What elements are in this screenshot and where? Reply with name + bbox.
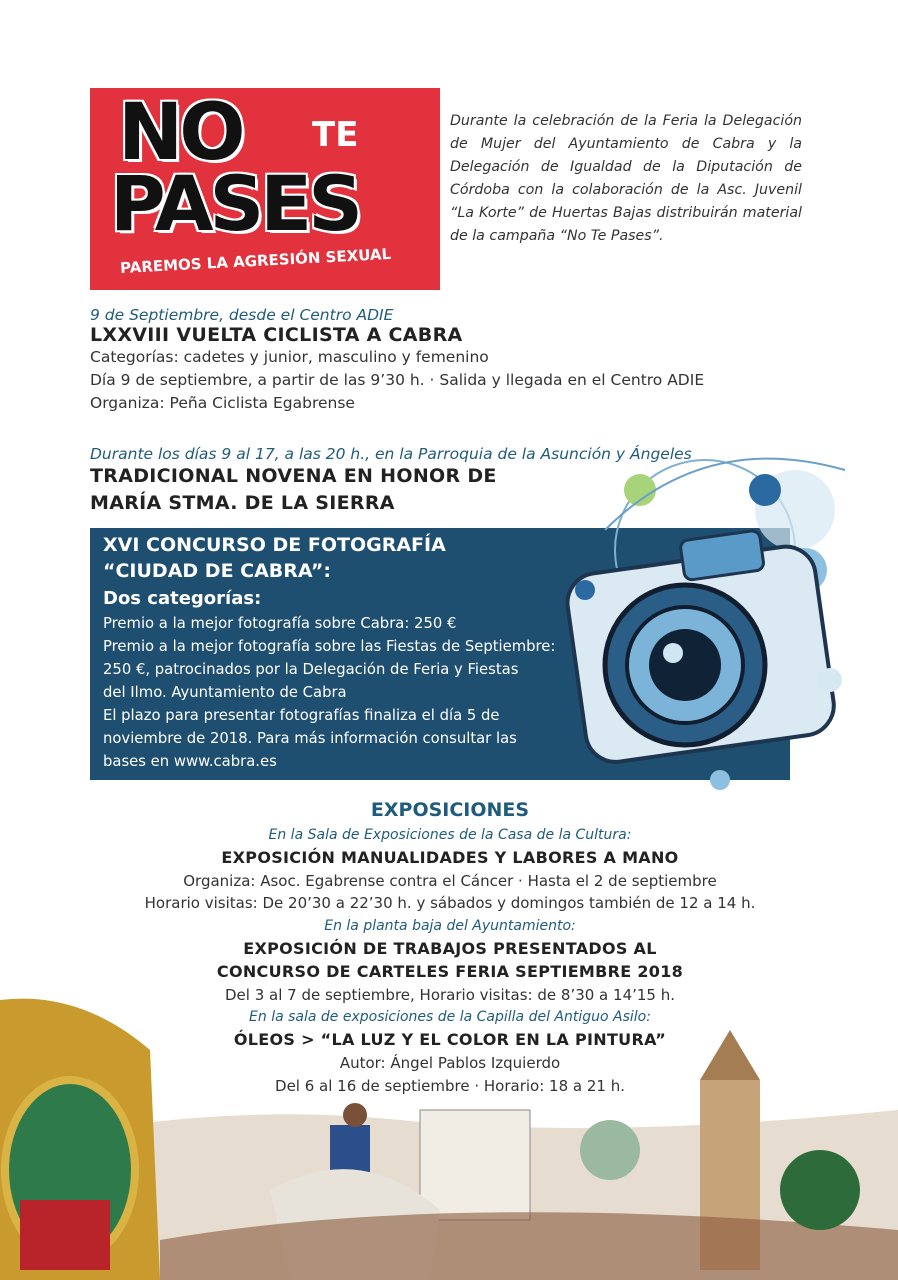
concurso-line: bases en www.cabra.es (103, 753, 277, 770)
expo-line: Horario visitas: De 20’30 a 22’30 h. y sábados y domingos también de 12 a 14 h. (144, 894, 756, 913)
concurso-title: XVI CONCURSO DE FOTOGRAFÍA (103, 534, 446, 556)
vuelta-line: Categorías: cadetes y junior, masculino y femenino (90, 348, 489, 366)
expo-place: En la planta baja del Ayuntamiento: (324, 918, 576, 935)
vuelta-date: 9 de Septiembre, desde el Centro ADIE (90, 306, 394, 324)
expo-line: Autor: Ángel Pablos Izquierdo (339, 1053, 561, 1072)
vuelta-section (90, 306, 704, 415)
expo-line: Del 6 al 16 de septiembre · Horario: 18 a 21 h. (275, 1076, 625, 1095)
concurso-subtitle: Dos categorías: (103, 588, 262, 609)
intro-text: Durante la celebración de la Feria la Delegación de Mujer del Ayuntamiento de Cabra y la Delegación de Igualdad de la Diputación de Córdoba con la colaboración de la Asc. Juvenil “La Korte” de Huertas Bajas distribuirán material de la campaña “No Te Pases”. (450, 113, 802, 244)
feria-illustration (0, 990, 898, 1280)
concurso-line: del Ilmo. Ayuntamiento de Cabra (103, 684, 347, 701)
novena-title: TRADICIONAL NOVENA EN HONOR DE (90, 465, 497, 487)
concurso-line: 250 €, patrocinados por la Delegación de Feria y Fiestas (103, 661, 519, 678)
vuelta-line: Organiza: Peña Ciclista Egabrense (90, 394, 355, 412)
logo-no: NO (118, 88, 242, 178)
logo-tagline: PAREMOS LA AGRESIÓN SEXUAL (119, 244, 392, 278)
expo-title: EXPOSICIÓN MANUALIDADES Y LABORES A MANO (221, 847, 679, 867)
novena-date: Durante los días 9 al 17, a las 20 h., en la Parroquia de la Asunción y Ángeles (90, 445, 692, 463)
no-te-pases-logo (90, 88, 440, 290)
expo-line: Organiza: Asoc. Egabrense contra el Cáncer · Hasta el 2 de septiembre (183, 871, 717, 890)
concurso-line: Premio a la mejor fotografía sobre Cabra: 250 € (103, 615, 457, 632)
logo-te: TE (312, 115, 359, 155)
expo-place: En la sala de exposiciones de la Capilla del Antiguo Asilo: (249, 1009, 651, 1026)
concurso-line: Premio a la mejor fotografía sobre las Fiestas de Septiembre: (103, 638, 556, 655)
vuelta-line: Día 9 de septiembre, a partir de las 9’30 h. · Salida y llegada en el Centro ADIE (90, 371, 705, 389)
expo-title: CONCURSO DE CARTELES FERIA SEPTIEMBRE 2018 (216, 961, 684, 981)
camera-illustration (545, 450, 865, 810)
expo-place: En la Sala de Exposiciones de la Casa de la Cultura: (268, 827, 632, 843)
expo-title: EXPOSICIÓN DE TRABAJOS PRESENTADOS AL (243, 938, 657, 958)
expo-line: Del 3 al 7 de septiembre, Horario visitas: de 8’30 a 14’15 h. (224, 985, 676, 1004)
logo-pases: PASES (110, 159, 359, 248)
exposiciones-title: EXPOSICIONES (370, 799, 530, 821)
concurso-line: El plazo para presentar fotografías finaliza el día 5 de (103, 707, 500, 724)
concurso-title: “CIUDAD DE CABRA”: (103, 560, 331, 582)
concurso-line: noviembre de 2018. Para más información consultar las (103, 730, 517, 747)
expo-title: ÓLEOS > “LA LUZ Y EL COLOR EN LA PINTURA” (233, 1030, 667, 1050)
vuelta-title: LXXVIII VUELTA CICLISTA A CABRA (90, 324, 463, 346)
novena-title: MARÍA STMA. DE LA SIERRA (90, 492, 395, 514)
